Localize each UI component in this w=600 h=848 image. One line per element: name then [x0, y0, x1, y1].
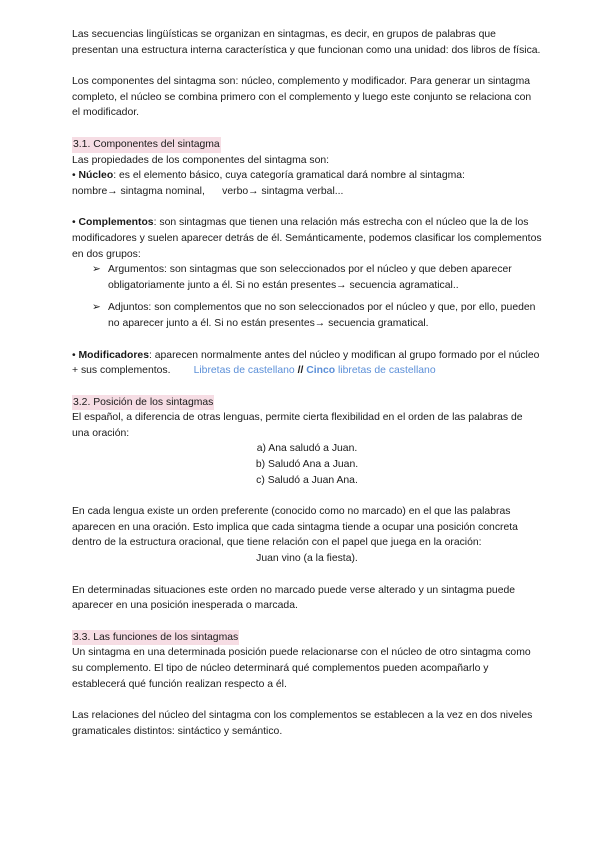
bullet: •: [72, 217, 76, 229]
link-separator: //: [297, 365, 304, 377]
example-juan: Juan vino (a la fiesta).: [256, 553, 358, 565]
argumentos-item: [72, 262, 542, 293]
posicion-paragraph-2: En cada lengua existe un orden preferente (conocido como no marcado) en el que las palabras aparecen en una oración. Esto implica que cada sintagma tiende a ocupar una posición concreta dentro de la estructura oracional, que tiene relación con el papel que juega en la oración:: [72, 506, 518, 549]
argumentos-text: Argumentos: son sintagmas que son seleccionados por el núcleo y que deben aparecer obligatoriamente junto a él. Si no están presentes→ secuencia agramatical..: [108, 264, 512, 291]
complementos-definition: : son sintagmas que tienen una relación más estrecha con el núcleo que la de los modificadores y suelen aparecer detrás de él. Semánticamente, podemos clasificar los complementos en dos grupos:: [72, 217, 542, 260]
posicion-paragraph-1: El español, a diferencia de otras lenguas, permite cierta flexibilidad en el orden de las palabras de una oración:: [72, 412, 523, 439]
example-b: b) Saludó Ana a Juan.: [255, 459, 359, 471]
bullet: •: [72, 349, 76, 361]
example-a: a) Ana saludó a Juan.: [256, 443, 358, 455]
modificadores-definition: : aparecen normalmente antes del núcleo y modifican al grupo formado por el núcleo + sus complementos.: [72, 349, 540, 377]
example-c: c) Saludó a Juan Ana.: [256, 474, 358, 486]
posicion-paragraph-3: En determinadas situaciones este orden no marcado puede verse alterado y un sintagma puede aparecer en una posición inesperada o marcada.: [72, 584, 516, 612]
section-heading-3-3: 3.3. Las funciones de los sintagmas: [72, 630, 239, 646]
nucleo-item: [72, 168, 542, 184]
intro-paragraph-2: Los componentes del sintagma son: núcleo, complemento y modificador. Para generar un sintagma completo, el núcleo se combina primero con el complemento y luego este conjunto se relaciona con el modificador.: [72, 76, 532, 119]
libretas-link[interactable]: Libretas de castellano: [193, 365, 295, 377]
bullet: •: [72, 170, 76, 182]
cinco-libretas-link[interactable]: [306, 365, 435, 376]
funciones-paragraph-2: Las relaciones del núcleo del sintagma con los complementos se establecen a la vez en dos niveles gramaticales distintos: sintáctico y semántico.: [72, 710, 533, 737]
arrow-bullet-icon: ➢: [92, 302, 101, 314]
modificadores-term: Modificadores: [78, 349, 149, 361]
cinco-bold: Cinco: [306, 365, 336, 377]
nucleo-example: nombre→ sintagma nominal, verbo→ sintagma verbal...: [72, 185, 344, 197]
arrow-bullet-icon: ➢: [92, 264, 101, 276]
section-heading-3-2: 3.2. Posición de los sintagmas: [72, 395, 214, 411]
cinco-rest: libretas de castellano: [335, 365, 436, 377]
document-page: [72, 27, 542, 739]
modificadores-item: [72, 348, 542, 379]
adjuntos-text: Adjuntos: son complementos que no son seleccionados por el núcleo y que, por ello, pueden no aparecer junto a él. Si no están presentes→ secuencia gramatical.: [108, 302, 536, 329]
complementos-term: Complementos: [78, 217, 154, 229]
funciones-paragraph-1: Un sintagma en una determinada posición puede relacionarse con el núcleo de otro sintagma como su complemento. El tipo de núcleo determinará qué complementos pueden acompañarlo y establecerá qué función realizan respecto a él.: [72, 647, 531, 690]
section-heading-3-1: 3.1. Componentes del sintagma: [72, 137, 221, 153]
nucleo-term: Núcleo: [78, 170, 114, 182]
nucleo-definition: : es el elemento básico, cuya categoría gramatical dará nombre al sintagma:: [113, 170, 465, 182]
adjuntos-item: [72, 300, 542, 331]
complementos-item: [72, 215, 542, 262]
intro-paragraph-1: Las secuencias lingüísticas se organizan en sintagmas, es decir, en grupos de palabras que presentan una estructura interna característica y que funcionan como una unidad: dos libros de física.: [72, 29, 541, 56]
section-3-1-lead: Las propiedades de los componentes del sintagma son:: [72, 154, 330, 166]
